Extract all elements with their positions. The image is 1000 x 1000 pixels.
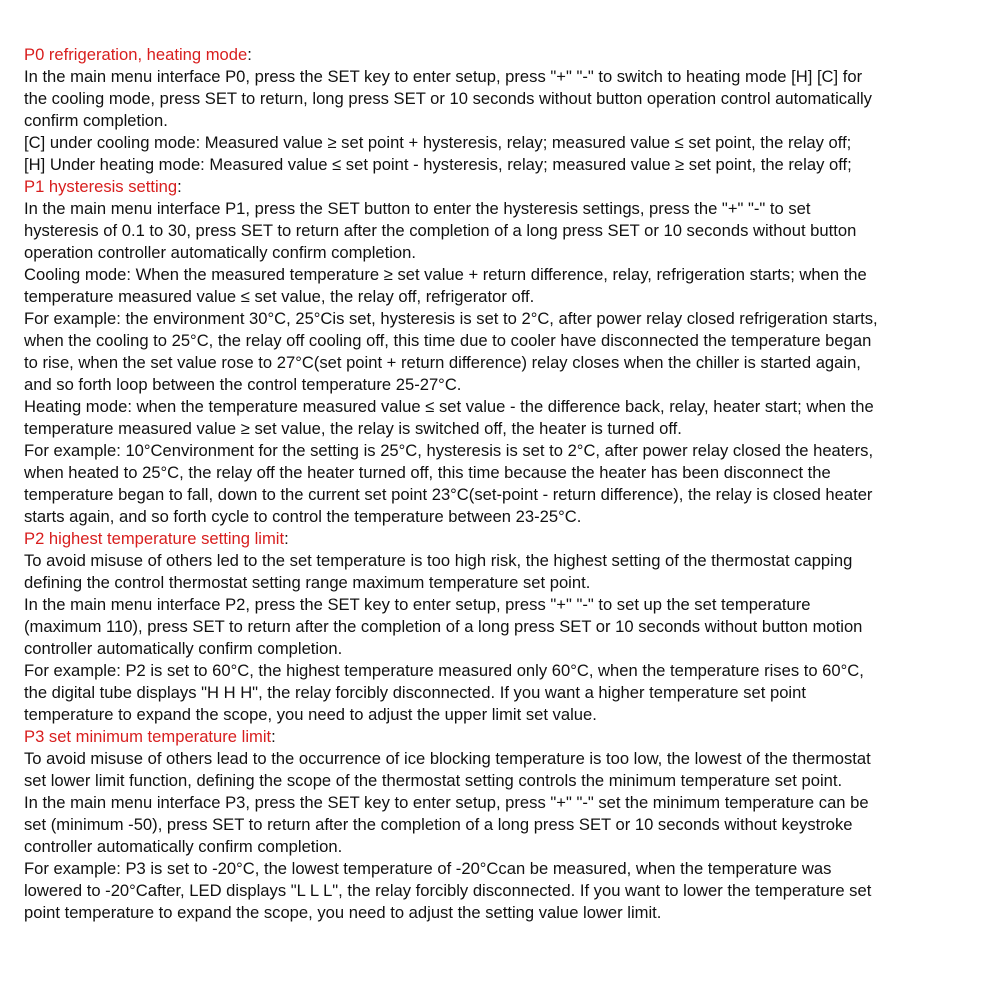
- body-line: when the cooling to 25°C, the relay off cooling off, this time due to cooler have disconnected the temperature began: [24, 331, 872, 350]
- body-line: temperature began to fall, down to the current set point 23°C(set-point - return difference), the relay is closed heater: [24, 485, 873, 504]
- section-p0: [24, 44, 984, 176]
- body-line: to rise, when the set value rose to 27°C(set point + return difference) relay closes when the chiller is started again,: [24, 353, 861, 372]
- section-heading: P3 set minimum temperature limit:: [24, 727, 276, 746]
- body-line: temperature measured value ≥ set value, the relay is switched off, the heater is turned off.: [24, 419, 682, 438]
- body-line: controller automatically confirm completion.: [24, 837, 343, 856]
- section-heading: P0 refrigeration, heating mode:: [24, 45, 252, 64]
- section-p1: [24, 176, 984, 528]
- body-line: [C] under cooling mode: Measured value ≥ set point + hysteresis, relay; measured value ≤ set point, the relay off;: [24, 133, 852, 152]
- instruction-document: [24, 44, 984, 924]
- section-heading: P1 hysteresis setting:: [24, 177, 182, 196]
- body-line: set lower limit function, defining the scope of the thermostat setting controls the minimum temperature set point.: [24, 771, 843, 790]
- body-line: and so forth loop between the control temperature 25-27°C.: [24, 375, 462, 394]
- body-line: when heated to 25°C, the relay off the heater turned off, this time because the heater has been disconnect the: [24, 463, 831, 482]
- body-line: the cooling mode, press SET to return, long press SET or 10 seconds without button operation control automatically: [24, 89, 872, 108]
- body-line: set (minimum -50), press SET to return after the completion of a long press SET or 10 seconds without keystroke: [24, 815, 853, 834]
- body-line: In the main menu interface P0, press the SET key to enter setup, press "+" "-" to switch to heating mode [H] [C] for: [24, 67, 863, 86]
- body-line: [H] Under heating mode: Measured value ≤ set point - hysteresis, relay; measured value ≥ set point, the relay off;: [24, 155, 852, 174]
- body-line: temperature to expand the scope, you need to adjust the upper limit set value.: [24, 705, 597, 724]
- body-line: For example: the environment 30°C, 25°Cis set, hysteresis is set to 2°C, after power relay closed refrigeration starts,: [24, 309, 878, 328]
- body-line: In the main menu interface P2, press the SET key to enter setup, press "+" "-" to set up the set temperature: [24, 595, 811, 614]
- body-line: defining the control thermostat setting range maximum temperature set point.: [24, 573, 591, 592]
- body-line: For example: P3 is set to -20°C, the lowest temperature of -20°Ccan be measured, when the temperature was: [24, 859, 832, 878]
- body-line: the digital tube displays "H H H", the relay forcibly disconnected. If you want a higher temperature set point: [24, 683, 806, 702]
- body-line: controller automatically confirm completion.: [24, 639, 343, 658]
- section-heading: P2 highest temperature setting limit:: [24, 529, 289, 548]
- body-line: Cooling mode: When the measured temperature ≥ set value + return difference, relay, refrigeration starts; when the: [24, 265, 867, 284]
- body-line: starts again, and so forth cycle to control the temperature between 23-25°C.: [24, 507, 582, 526]
- body-line: To avoid misuse of others lead to the occurrence of ice blocking temperature is too low, the lowest of the thermostat: [24, 749, 871, 768]
- body-line: In the main menu interface P1, press the SET button to enter the hysteresis settings, press the "+" "-" to set: [24, 199, 811, 218]
- body-line: point temperature to expand the scope, you need to adjust the setting value lower limit.: [24, 903, 662, 922]
- section-p3: [24, 726, 984, 924]
- body-line: For example: P2 is set to 60°C, the highest temperature measured only 60°C, when the temperature rises to 60°C,: [24, 661, 864, 680]
- section-p2: [24, 528, 984, 726]
- body-line: (maximum 110), press SET to return after the completion of a long press SET or 10 seconds without button motion: [24, 617, 863, 636]
- body-line: To avoid misuse of others led to the set temperature is too high risk, the highest setting of the thermostat capping: [24, 551, 853, 570]
- body-line: For example: 10°Cenvironment for the setting is 25°C, hysteresis is set to 2°C, after power relay closed the heaters,: [24, 441, 874, 460]
- body-line: temperature measured value ≤ set value, the relay off, refrigerator off.: [24, 287, 535, 306]
- body-line: operation controller automatically confirm completion.: [24, 243, 416, 262]
- body-line: Heating mode: when the temperature measured value ≤ set value - the difference back, relay, heater start; when the: [24, 397, 874, 416]
- body-line: hysteresis of 0.1 to 30, press SET to return after the completion of a long press SET or 10 seconds without button: [24, 221, 857, 240]
- body-line: confirm completion.: [24, 111, 168, 130]
- body-line: lowered to -20°Cafter, LED displays "L L L", the relay forcibly disconnected. If you want to lower the temperature set: [24, 881, 872, 900]
- body-line: In the main menu interface P3, press the SET key to enter setup, press "+" "-" set the minimum temperature can be: [24, 793, 869, 812]
